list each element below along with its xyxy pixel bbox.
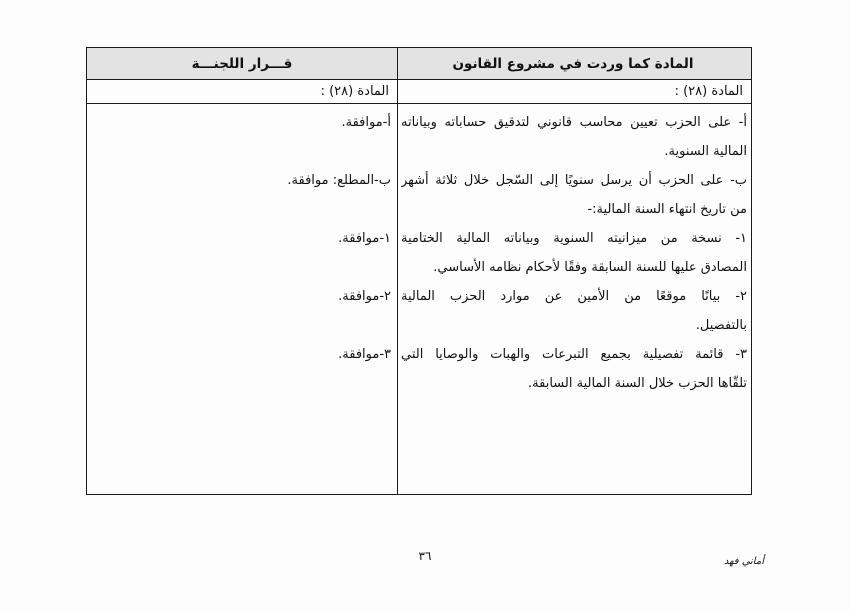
article-line-2-cont: بالتفصيل. bbox=[695, 318, 747, 333]
table-header-row bbox=[87, 48, 751, 80]
decision-2: ٢-موافقة. bbox=[338, 289, 391, 304]
article-line-1: ١- نسخة من ميزانيته السنوية وبياناته المالية الختامية bbox=[401, 231, 747, 246]
article-text bbox=[395, 108, 751, 398]
page-number: ٣٦ bbox=[418, 549, 432, 563]
article-label-original: المادة (٢٨) : bbox=[674, 84, 743, 99]
decision-3: ٣-موافقة. bbox=[338, 347, 391, 362]
article-number-row bbox=[87, 80, 751, 104]
header-committee-decision: قـــرار اللجنـــة bbox=[191, 56, 293, 72]
decision-a: أ-موافقة. bbox=[341, 115, 391, 130]
article-line-b: ب- على الحزب أن يرسل سنويًا إلى السّجل خلال ثلاثة أشهر bbox=[401, 173, 747, 188]
decision-b: ب-المطلع: موافقة. bbox=[287, 173, 391, 188]
header-original-article: المادة كما وردت في مشروع القانون bbox=[452, 56, 694, 72]
decision-1: ١-موافقة. bbox=[338, 231, 391, 246]
article-line-1-cont: المصادق عليها للسنة السابقة وفقًا لأحكام نظامه الأساسي. bbox=[433, 260, 747, 275]
article-line-2: ٢- بيانًا موقعًا من الأمين عن موارد الحزب المالية bbox=[401, 289, 747, 304]
comparison-table bbox=[86, 47, 752, 495]
article-label-decision: المادة (٢٨) : bbox=[320, 84, 389, 99]
article-line-b-cont: من تاريخ انتهاء السنة المالية:- bbox=[587, 202, 747, 217]
article-line-3-cont: تلقّاها الحزب خلال السنة المالية السابقة. bbox=[528, 376, 747, 391]
article-line-3: ٣- قائمة تفصيلية بجميع التبرعات والهبات والوصايا التي bbox=[401, 347, 747, 362]
article-line-a: أ- على الحزب تعيين محاسب قانوني لتدقيق حساباته وبياناته bbox=[401, 115, 747, 130]
article-line-a-cont: المالية السنوية. bbox=[664, 144, 747, 159]
signature: أماني فهد bbox=[723, 556, 764, 567]
